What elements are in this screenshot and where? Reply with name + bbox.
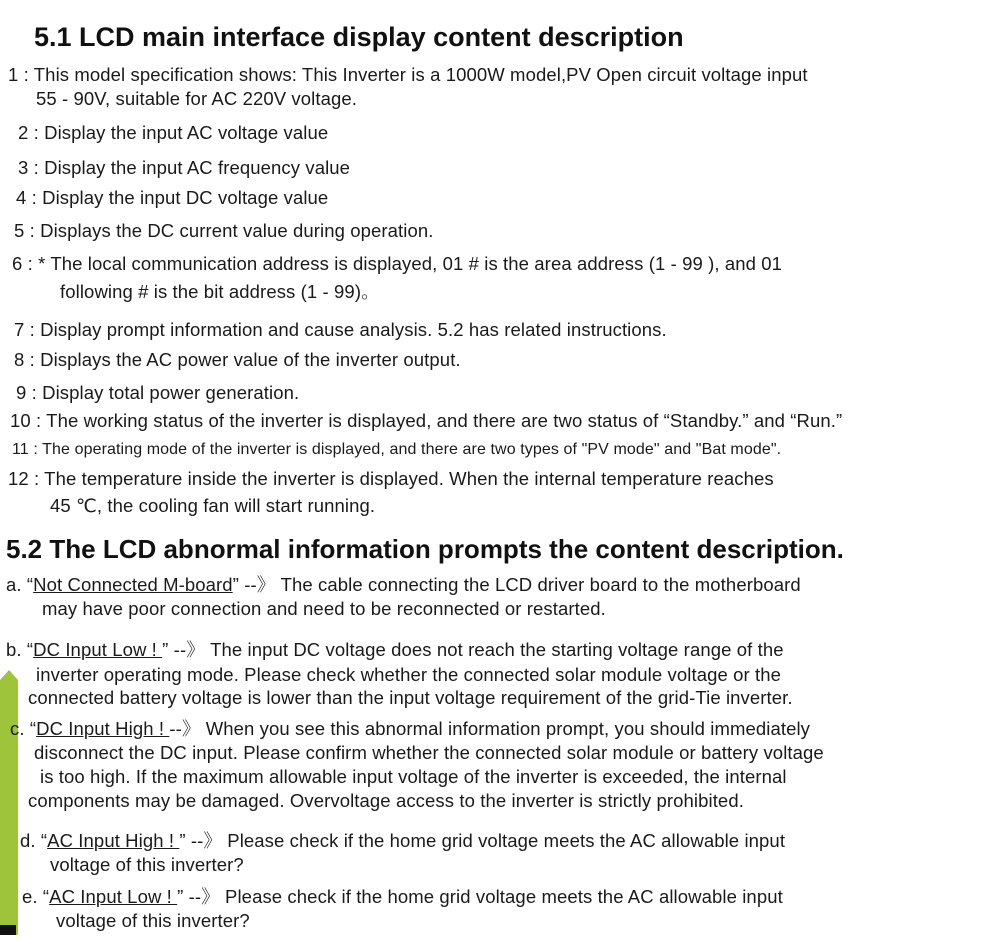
close-quote: ” — [179, 830, 186, 851]
item-text: 45 ℃, the cooling fan will start running. — [50, 495, 376, 516]
item-text: Displays the AC power value of the inverter output. — [40, 349, 461, 370]
item-text: components may be damaged. Overvoltage access to the inverter is strictly prohibited. — [28, 790, 744, 811]
arrow: --》 — [238, 574, 276, 595]
list-item — [14, 318, 667, 342]
list-item — [16, 381, 299, 405]
section-heading-5-1: 5.1 LCD main interface display content description — [34, 22, 684, 52]
item-text: Display prompt information and cause analysis. 5.2 has related instructions. — [40, 319, 667, 340]
list-item — [18, 156, 350, 180]
item-text: Please check if the home grid voltage meets the AC allowable input — [225, 886, 783, 907]
close-quote: ” — [177, 886, 184, 907]
item-number: 9 : — [16, 382, 37, 403]
item-text: inverter operating mode. Please check whether the connected solar module voltage or the — [36, 664, 782, 685]
list-item — [12, 438, 781, 462]
item-letter: b. — [6, 639, 22, 660]
item-text: Display the input DC voltage value — [42, 187, 329, 208]
open-quote: “ — [26, 574, 34, 595]
item-text: may have poor connection and need to be reconnected or restarted. — [42, 598, 606, 619]
item-text: Please check if the home grid voltage meets the AC allowable input — [227, 830, 786, 851]
item-number: 6 : — [12, 253, 33, 274]
arrow: --》 — [169, 718, 201, 739]
item-number: 5 : — [14, 220, 35, 241]
open-quote: “ — [26, 639, 34, 660]
item-number: 1 : — [8, 64, 29, 85]
item-number: 2 : — [18, 122, 39, 143]
close-quote: ” — [232, 574, 239, 595]
item-text: This model specification shows: This Inverter is a 1000W model,PV Open circuit voltage input — [33, 64, 808, 85]
decorative-corner-mark — [0, 925, 16, 935]
arrow: --》 — [168, 639, 205, 660]
item-text: following # is the bit address (1 - 99)。 — [60, 281, 380, 302]
item-text: disconnect the DC input. Please confirm whether the connected solar module or battery voltage — [34, 742, 824, 763]
list-item — [14, 219, 434, 243]
list-item — [18, 121, 328, 145]
item-number: 4 : — [16, 187, 37, 208]
item-text: Display the input AC voltage value — [44, 122, 329, 143]
item-text: * The local communication address is displayed, 01 # is the area address (1 - 99 ), and 01 — [38, 253, 783, 274]
list-item — [10, 409, 842, 433]
item-text: The operating mode of the inverter is displayed, and there are two types of "PV mode" and "Bat mode". — [42, 441, 782, 458]
item-text: 55 - 90V, suitable for AC 220V voltage. — [36, 88, 358, 109]
prompt-term: DC Input Low ! — [33, 639, 163, 660]
close-quote: ” — [162, 639, 169, 660]
item-letter: d. — [20, 830, 36, 851]
prompt-term: Not Connected M-board — [33, 574, 233, 595]
item-text: The cable connecting the LCD driver board to the motherboard — [280, 574, 801, 595]
item-number: 12 : — [8, 468, 40, 489]
item-text: The temperature inside the inverter is displayed. When the internal temperature reaches — [44, 468, 774, 489]
arrow: --》 — [183, 886, 220, 907]
prompt-term: AC Input Low ! — [49, 886, 178, 907]
item-text: connected battery voltage is lower than the input voltage requirement of the grid-Tie inverter. — [28, 687, 793, 708]
prompt-term: DC Input High ! — [36, 718, 170, 739]
arrow: --》 — [185, 830, 222, 851]
item-letter: c. — [10, 718, 25, 739]
item-letter: e. — [22, 886, 38, 907]
item-text: The input DC voltage does not reach the starting voltage range of the — [210, 639, 784, 660]
item-number: 8 : — [14, 349, 35, 370]
item-text: The working status of the inverter is displayed, and there are two status of “Standby.” and “Run.” — [46, 410, 843, 431]
list-item — [14, 348, 461, 372]
item-text: Display total power generation. — [42, 382, 300, 403]
item-number: 3 : — [18, 157, 39, 178]
item-text: voltage of this inverter? — [56, 910, 250, 931]
item-number: 10 : — [10, 410, 42, 431]
item-text: is too high. If the maximum allowable input voltage of the inverter is exceeded, the internal — [40, 766, 787, 787]
open-quote: “ — [42, 886, 50, 907]
item-text: When you see this abnormal information prompt, you should immediately — [205, 718, 811, 739]
item-text: Displays the DC current value during operation. — [40, 220, 434, 241]
prompt-term: AC Input High ! — [47, 830, 180, 851]
open-quote: “ — [40, 830, 48, 851]
item-number: 11 : — [12, 441, 38, 458]
section-heading-5-2: 5.2 The LCD abnormal information prompts the content description. — [6, 534, 844, 564]
item-letter: a. — [6, 574, 22, 595]
list-item — [16, 186, 328, 210]
item-number: 7 : — [14, 319, 35, 340]
open-quote: “ — [29, 718, 37, 739]
item-text: voltage of this inverter? — [50, 854, 244, 875]
item-text: Display the input AC frequency value — [44, 157, 351, 178]
